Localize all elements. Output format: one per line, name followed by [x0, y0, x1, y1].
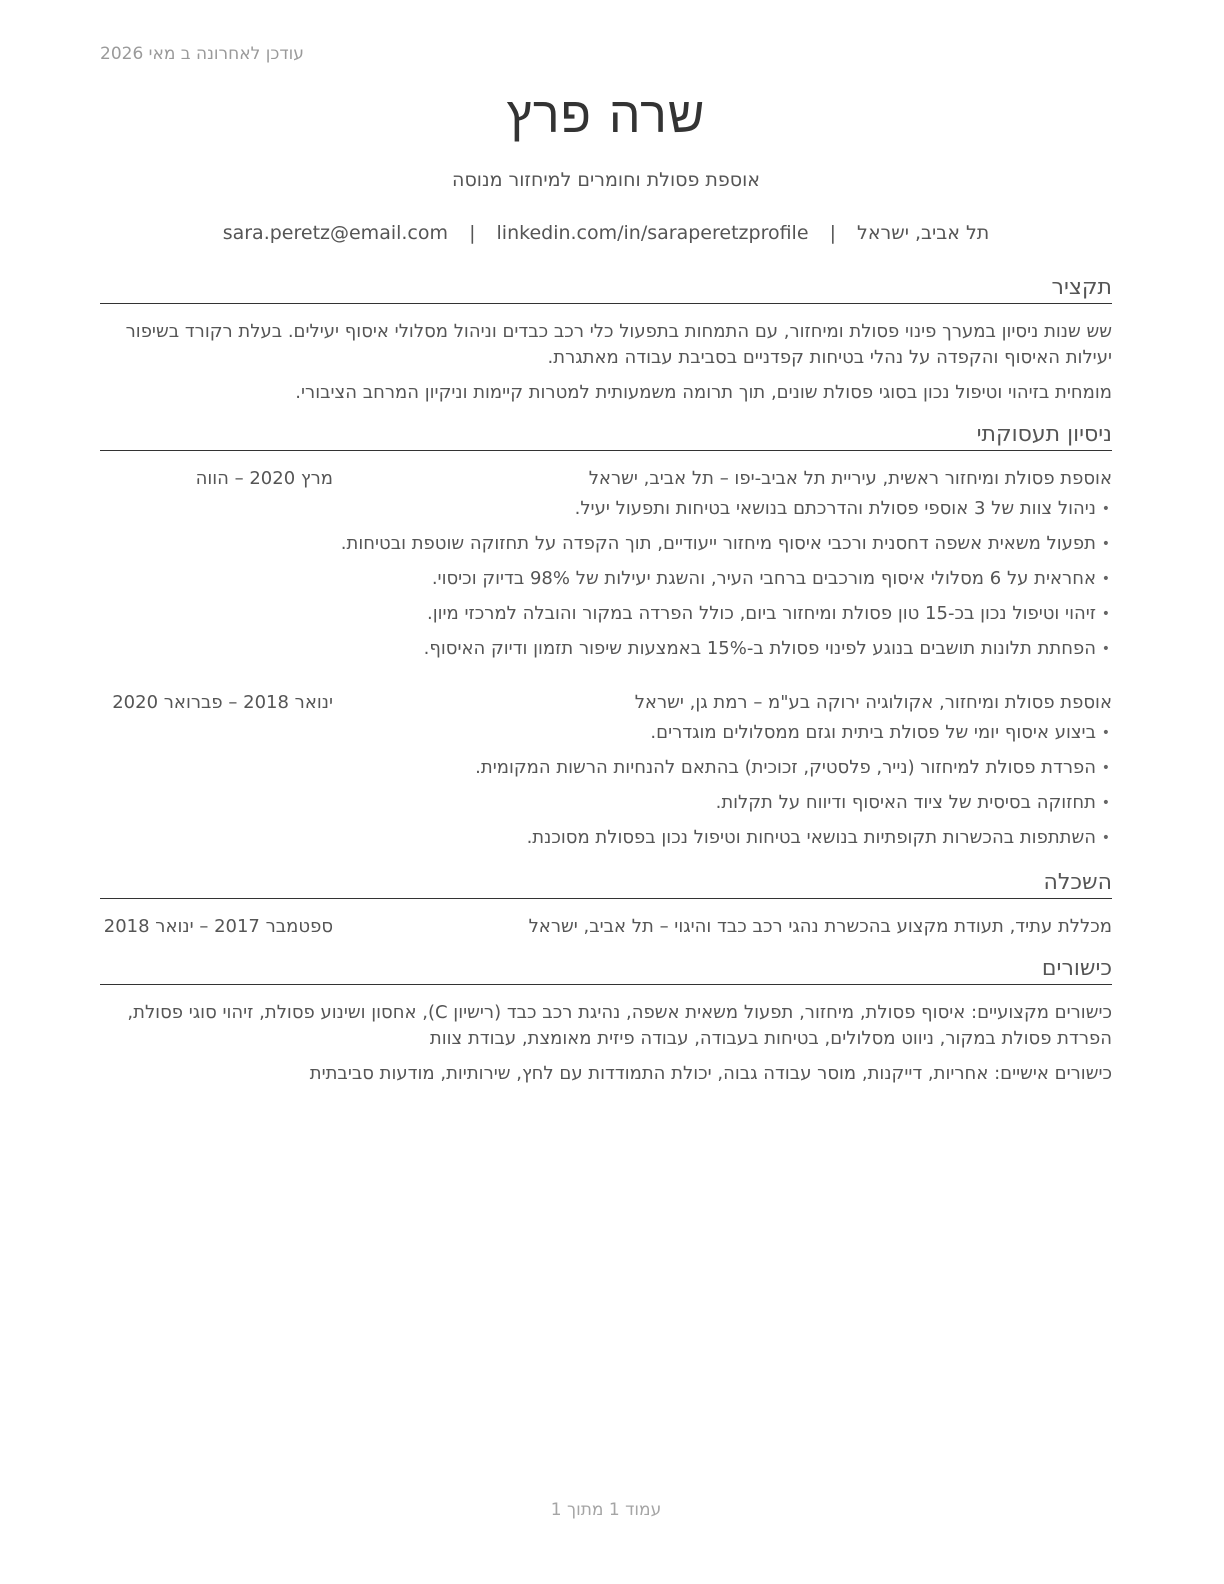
education-entry [100, 914, 1112, 940]
contact-separator: | [469, 222, 476, 244]
job-bullet: • תחזוקה בסיסית של ציוד האיסוף ודיווח על תקלות. [100, 790, 1112, 816]
summary-paragraph: מומחית בזיהוי וטיפול נכון בסוגי פסולת שונים, תוך תרומה משמעותית למטרות קיימות וניקיון המרחב הציבורי. [295, 382, 1112, 403]
education-heading: השכלה [100, 869, 1112, 899]
summary-heading: תקציר [100, 274, 1112, 304]
job-header [100, 466, 1112, 492]
job-bullets [100, 720, 1112, 851]
contact-separator: | [829, 222, 836, 244]
last-updated-note: עודכן לאחרונה ב מאי 2026 [100, 44, 304, 64]
contact-email[interactable]: sara.peretz@email.com [222, 222, 449, 244]
job-bullets [100, 496, 1112, 662]
education-dates: ספטמבר 2017 – ינואר 2018 [103, 916, 333, 937]
candidate-title: אוספת פסולת וחומרים למיחזור מנוסה [452, 169, 760, 191]
job-organization: אוספת פסולת ומיחזור ראשית, עיריית תל אביב-יפו – תל אביב, ישראל [588, 468, 1112, 489]
experience-section [100, 421, 1112, 851]
education-organization: מכללת עתיד, תעודת מקצוע בהכשרת נהגי רכב כבד והיגוי – תל אביב, ישראל [528, 916, 1112, 937]
job-bullet: • הפרדת פסולת למיחזור (נייר, פלסטיק, זכוכית) בהתאם להנחיות הרשות המקומית. [100, 755, 1112, 781]
skills-section [100, 955, 1112, 1087]
skills-heading: כישורים [100, 955, 1112, 985]
page-number: עמוד 1 מתוך 1 [550, 1500, 662, 1520]
job-dates: מרץ 2020 – הווה [195, 468, 333, 489]
job-bullet: • ניהול צוות של 3 אוספי פסולת והדרכתם בנושאי בטיחות ותפעול יעיל. [100, 496, 1112, 522]
summary-section [100, 274, 1112, 406]
contact-line [100, 222, 1112, 244]
education-section [100, 869, 1112, 940]
skills-personal: כישורים אישיים: אחריות, דייקנות, מוסר עבודה גבוה, יכולת התמודדות עם לחץ, שירותיות, מודעות סביבתית [309, 1063, 1112, 1084]
contact-location: תל אביב, ישראל [857, 222, 990, 244]
candidate-name: שרה פרץ [506, 86, 706, 144]
job-bullet: • אחראית על 6 מסלולי איסוף מורכבים ברחבי העיר, והשגת יעילות של 98% בדיוק וכיסוי. [100, 566, 1112, 592]
job-bullet: • השתתפות בהכשרות תקופתיות בנושאי בטיחות וטיפול נכון בפסולת מסוכנת. [100, 825, 1112, 851]
job-entry [100, 690, 1112, 851]
job-bullet: • הפחתת תלונות תושבים בנוגע לפינוי פסולת ב-15% באמצעות שיפור תזמון ודיוק האיסוף. [100, 636, 1112, 662]
resume-page [100, 0, 1112, 1584]
summary-paragraph: שש שנות ניסיון במערך פינוי פסולת ומיחזור, עם התמחות בתפעול כלי רכב כבדים וניהול מסלולי איסוף יעילים. בעלת רקורד בשיפור יעילות האיסוף והקפדה על נהלי בטיחות קפדניים בסביבת עבודה מאתגרת. [125, 321, 1112, 368]
job-entry [100, 466, 1112, 662]
job-bullet: • זיהוי וטיפול נכון בכ-15 טון פסולת ומיחזור ביום, כולל הפרדה במקור והובלה למרכזי מיון. [100, 601, 1112, 627]
job-organization: אוספת פסולת ומיחזור, אקולוגיה ירוקה בע"מ – רמת גן, ישראל [634, 692, 1112, 713]
job-bullet: • ביצוע איסוף יומי של פסולת ביתית וגזם ממסלולים מוגדרים. [100, 720, 1112, 746]
skills-professional: כישורים מקצועיים: איסוף פסולת, מיחזור, תפעול משאית אשפה, נהיגת רכב כבד (רישיון C), אחסון ושינוע פסולת, זיהוי סוגי פסולת, הפרדת פסולת במקור, ניווט מסלולים, בטיחות בעבודה, עבודה פיזית מאומצת, עבודת צוות [127, 1002, 1112, 1049]
job-header [100, 690, 1112, 716]
job-bullet: • תפעול משאית אשפה דחסנית ורכבי איסוף מיחזור ייעודיים, תוך הקפדה על תחזוקה שוטפת ובטיחות. [100, 531, 1112, 557]
job-dates: ינואר 2018 – פברואר 2020 [112, 692, 333, 713]
experience-heading: ניסיון תעסוקתי [100, 421, 1112, 451]
contact-linkedin[interactable]: linkedin.com/in/saraperetzprofile [496, 222, 809, 244]
